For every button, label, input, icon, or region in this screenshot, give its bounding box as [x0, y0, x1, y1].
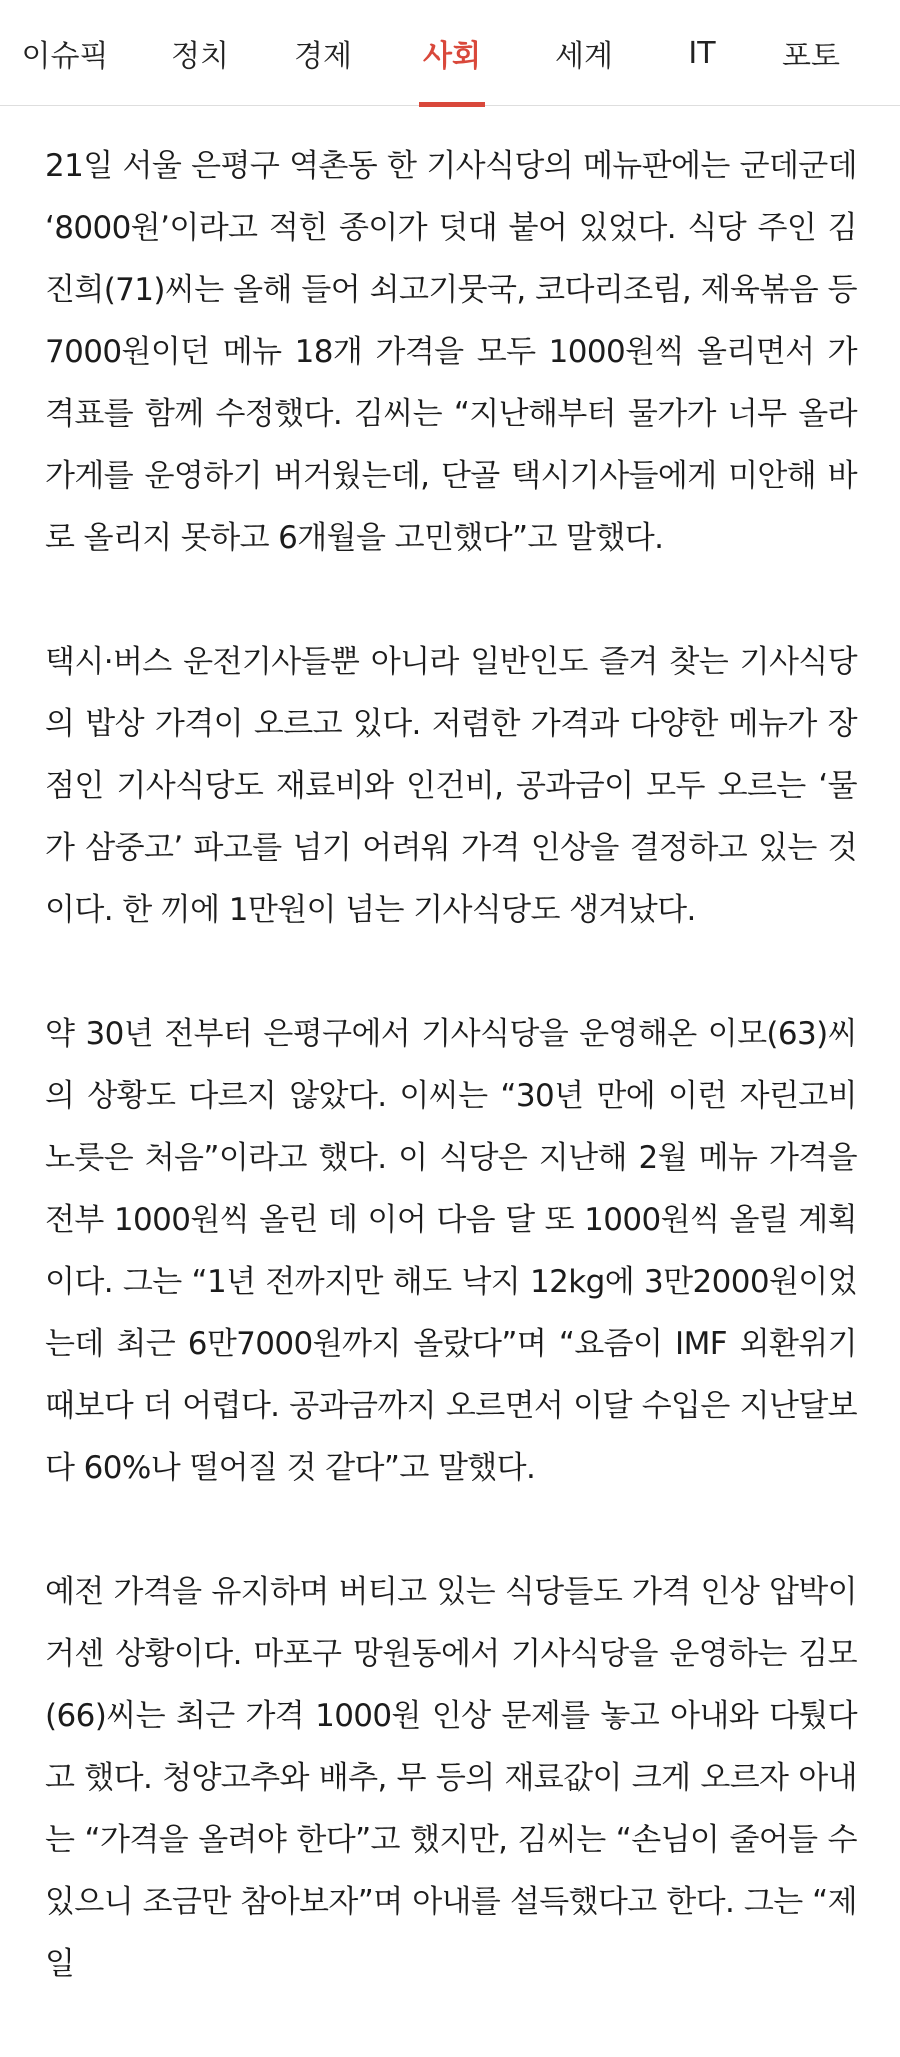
tab-it[interactable] — [678, 0, 726, 106]
tab-photo[interactable] — [780, 0, 842, 106]
tab-label: 사회 — [423, 39, 481, 74]
active-tab-indicator — [419, 102, 485, 107]
article-paragraph: 예전 가격을 유지하며 버티고 있는 식당들도 가격 인상 압박이 거센 상황이다. 마포구 망원동에서 기사식당을 운영하는 김모(66)씨는 최근 가격 1000원 인상 문제를 놓고 아내와 다퉜다고 했다. 청양고추와 배추, 무 등의 재료값이 크게 오르자 아내는 “가격을 올려야 한다”고 했지만, 김씨는 “손님이 줄어들 수 있으니 조금만 참아보자”며 아내를 설득했다고 한다. 그는 “제일 — [45, 1574, 857, 1982]
article-paragraph: 약 30년 전부터 은평구에서 기사식당을 운영해온 이모(63)씨의 상황도 다르지 않았다. 이씨는 “30년 만에 이런 자린고비 노릇은 처음”이라고 했다. 이 식당은 지난해 2월 메뉴 가격을 전부 1000원씩 올린 데 이어 다음 달 또 1000원씩 올릴 계획이다. 그는 “1년 전까지만 해도 낙지 12kg에 3만2000원이었는데 최근 6만7000원까지 올랐다”며 “요즘이 IMF 외환위기 때보다 더 어렵다. 공과금까지 오르면서 이달 수입은 지난달보다 60%나 떨어질 것 같다”고 말했다. — [45, 1016, 857, 1486]
tab-society[interactable] — [419, 0, 485, 106]
article-paragraph: 택시·버스 운전기사들뿐 아니라 일반인도 즐겨 찾는 기사식당의 밥상 가격이 오르고 있다. 저렴한 가격과 다양한 메뉴가 장점인 기사식당도 재료비와 인건비, 공과금이 모두 오르는 ‘물가 삼중고’ 파고를 넘기 어려워 가격 인상을 결정하고 있는 것이다. 한 끼에 1만원이 넘는 기사식당도 생겨났다. — [45, 644, 857, 928]
article-body — [45, 135, 857, 2057]
tab-politics[interactable] — [162, 0, 238, 106]
tab-label: 세계 — [555, 39, 613, 74]
tab-world[interactable] — [546, 0, 622, 106]
tab-label: 포토 — [782, 39, 840, 74]
tab-issue-pick[interactable] — [22, 0, 108, 106]
tab-economy[interactable] — [285, 0, 361, 106]
category-nav — [0, 0, 900, 106]
tab-label: 경제 — [294, 39, 352, 74]
tab-label: 정치 — [171, 39, 229, 74]
article-paragraph: 21일 서울 은평구 역촌동 한 기사식당의 메뉴판에는 군데군데 ‘8000원’이라고 적힌 종이가 덧대 붙어 있었다. 식당 주인 김진희(71)씨는 올해 들어 쇠고기뭇국, 코다리조림, 제육볶음 등 7000원이던 메뉴 18개 가격을 모두 1000원씩 올리면서 가격표를 함께 수정했다. 김씨는 “지난해부터 물가가 너무 올라 가게를 운영하기 버거웠는데, 단골 택시기사들에게 미안해 바로 올리지 못하고 6개월을 고민했다”고 말했다. — [45, 148, 857, 556]
tab-label: 이슈픽 — [21, 39, 109, 74]
tab-label: IT — [688, 35, 716, 71]
